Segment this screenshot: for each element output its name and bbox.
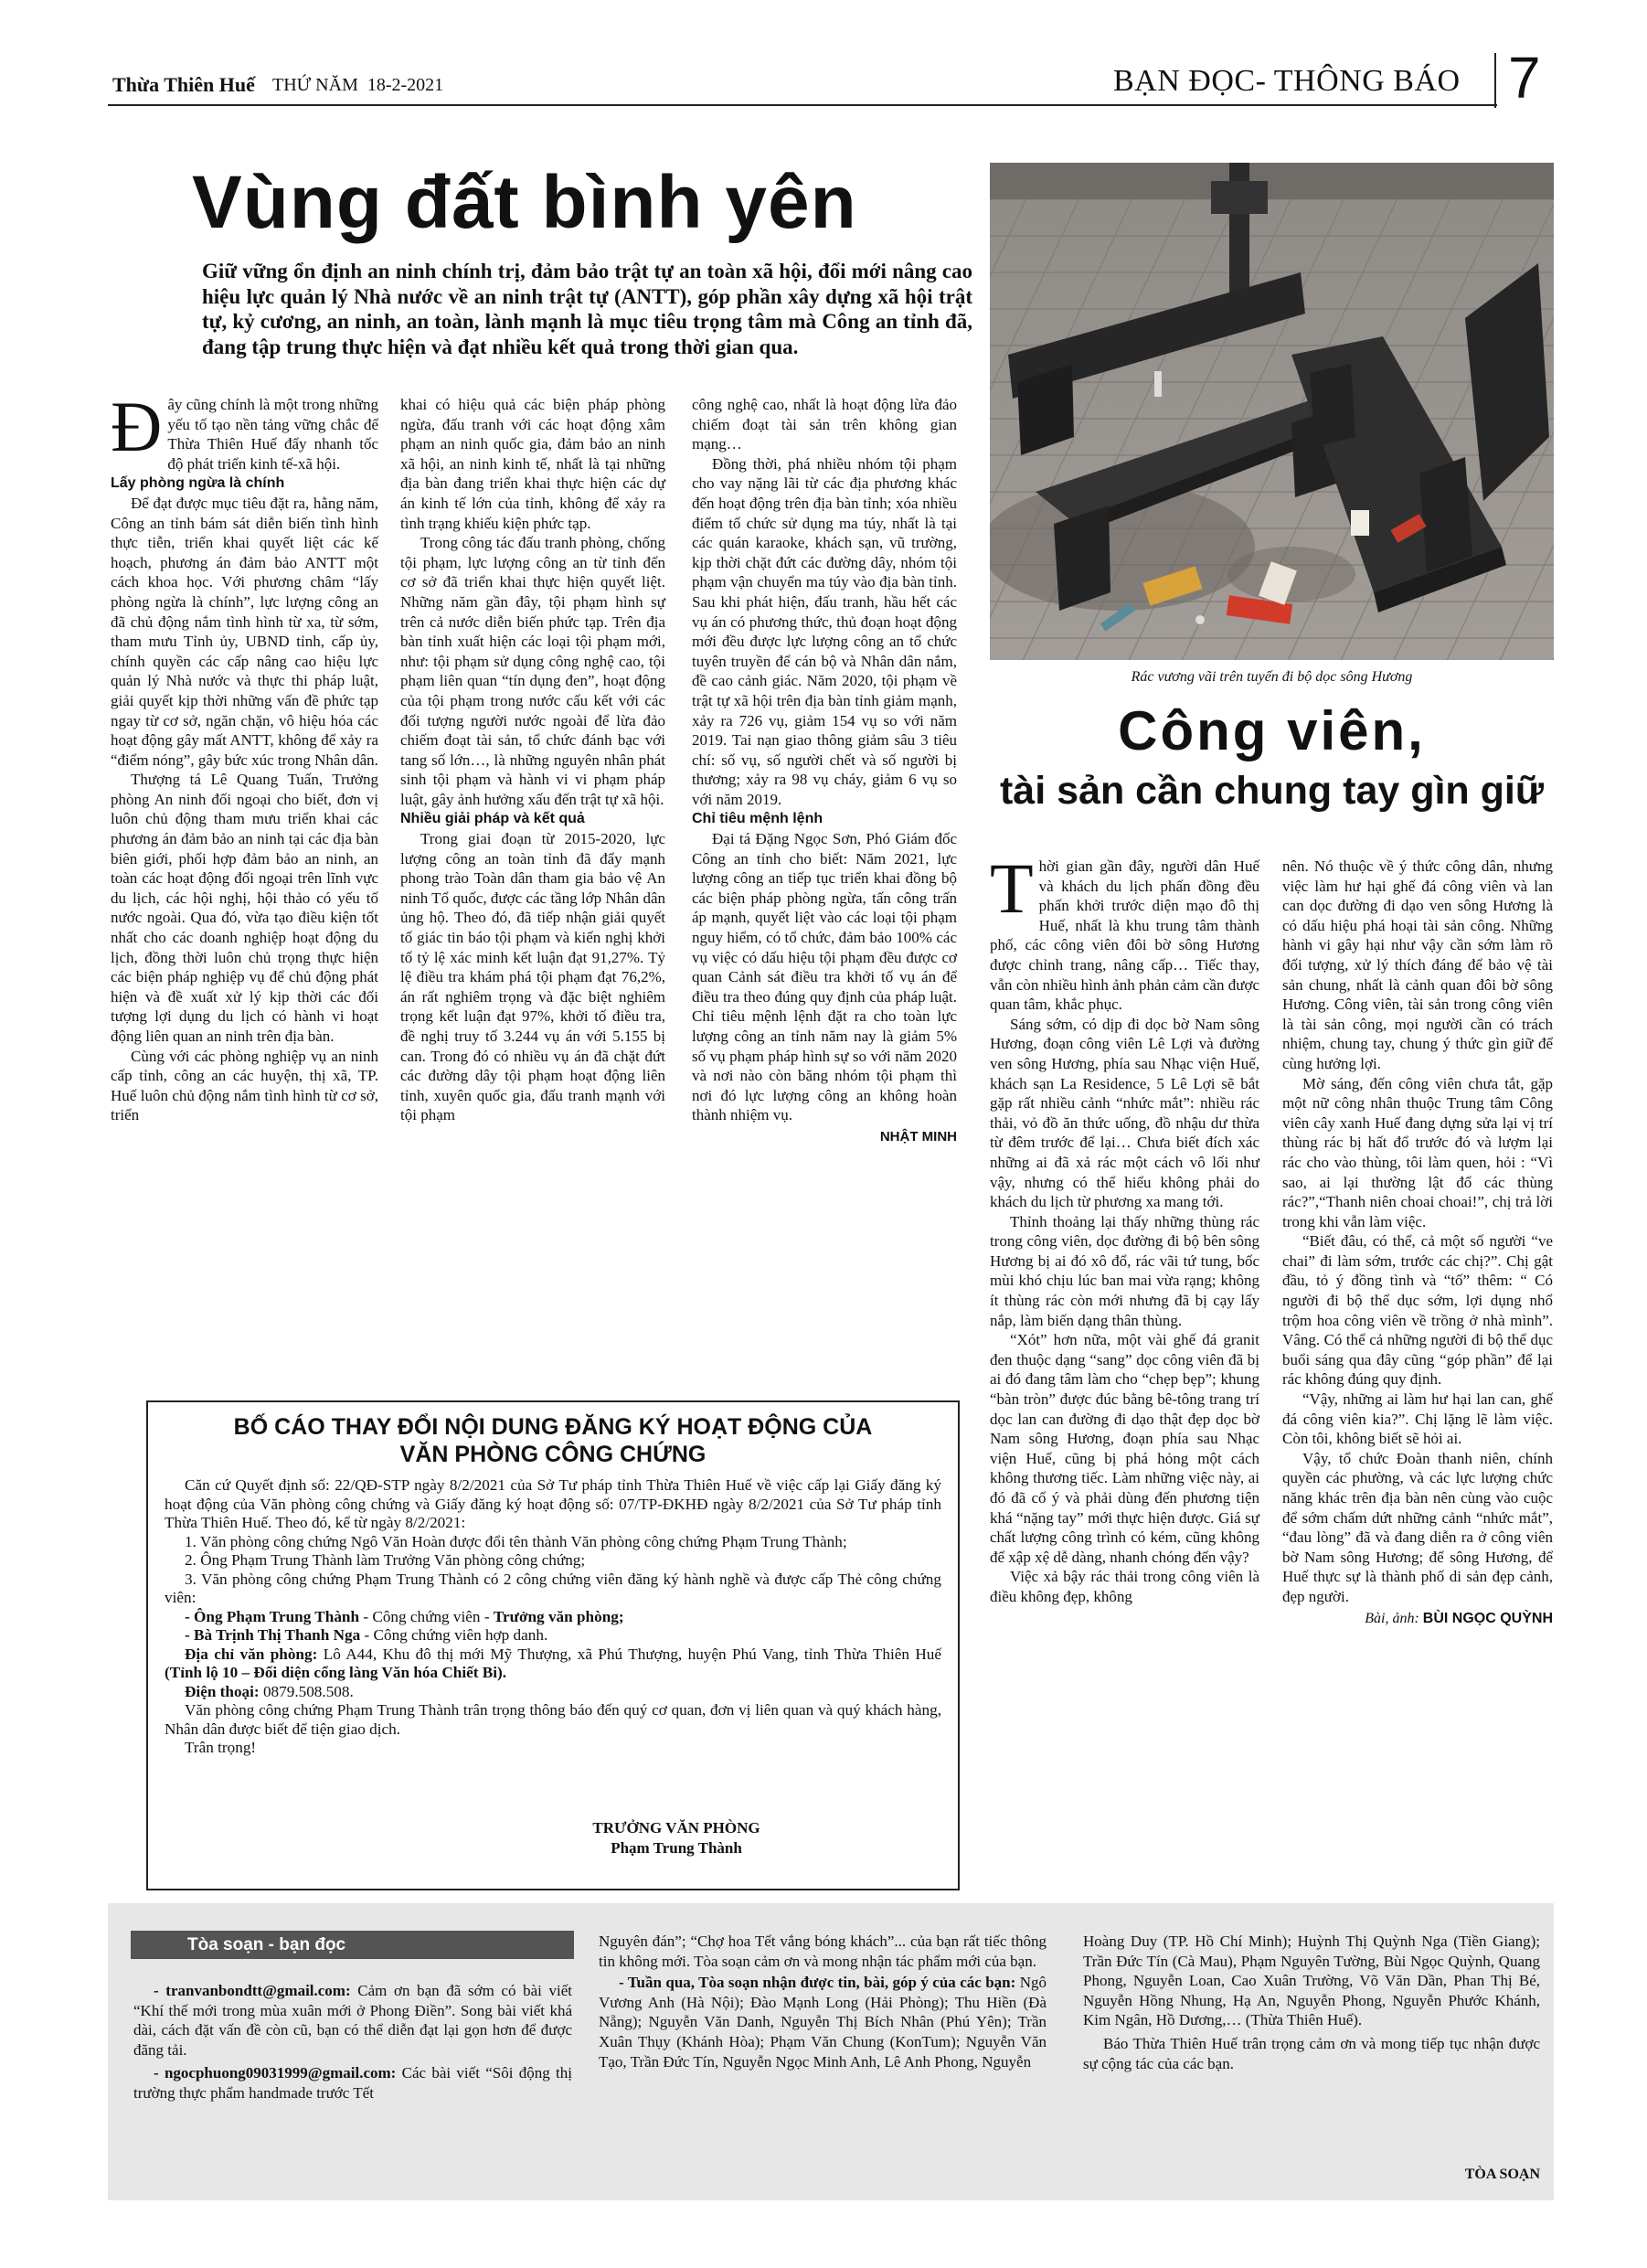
article1-paragraph: Trong công tác đấu tranh phòng, chống tội phạm, lực lượng công an từ tỉnh đến cơ sở đã triển khai thực hiện quyết liệt. Những năm gần đây, tội phạm hình sự trên cả nước diễn biến phức tạp. Trên địa bàn tỉnh xuất hiện các loại tội phạm mới, như: tội phạm sử dụng công nghệ cao, tội phạm liên quan “tín dụng đen”, hoạt động của tội phạm trong nước cấu kết với các đối tượng người nước ngoài để lừa đảo chiếm đoạt tài sản, tổ chức đánh bạc với tang số lớn…, là những nguyên nhân phát sinh tội phạm và hành vi vi phạm pháp luật, gây ảnh hưởng xấu đến trật tự xã hội.	[400, 534, 665, 808]
article1-paragraph: ây cũng chính là một trong những yếu tố tạo nền tảng vững chắc để Thừa Thiên Huế đẩy nhanh tốc độ phát triển kinh tế-xã hội.	[167, 396, 378, 473]
article1-paragraph: Cùng với các phòng nghiệp vụ an ninh cấp tỉnh, công an các huyện, thị xã, TP. Huế luôn chủ động nắm tình hình từ cơ sở, triển	[111, 1047, 378, 1124]
notice-sign-name: Phạm Trung Thành	[611, 1839, 742, 1857]
mailbox-column-3	[1083, 1932, 1540, 2073]
mailbox-heading-text: Tòa soạn - bạn đọc	[187, 1935, 346, 1954]
notice-subitem: - Bà Trịnh Thị Thanh Nga - Công chứng viên hợp danh.	[185, 1626, 548, 1644]
article1-paragraph: Thượng tá Lê Quang Tuấn, Trưởng phòng An ninh đối ngoại cho biết, đơn vị luôn chủ động tham mưu triển khai các phương án đảm bảo an ninh tại các địa bàn biên giới, phối hợp đảm bảo an ninh, an toàn các hoạt động đối ngoại trên lĩnh vực du lịch, các hội nghị, hội thảo có yếu tố nước ngoài. Qua đó, vừa tạo điều kiện tốt nhất cho các doanh nghiệp hoạt động du lịch, đồng thời luôn chủ trọng thực hiện các biện pháp nghiệp vụ để chủ động phát hiện và đề xuất xử lý kịp thời các đối tượng lợi dụng du lịch có hành vi hoạt động liên quan an ninh trên địa bàn.	[111, 771, 378, 1045]
article2-column-2	[1282, 857, 1553, 1628]
mailbox-contributors: Hoàng Duy (TP. Hồ Chí Minh); Huỳnh Thị Quỳnh Nga (Tiền Giang); Trần Đức Tín (Cà Mau), Phạm Nguyên Tường, Bùi Ngọc Quỳnh, Quang Phong, Nguyễn Loan, Cao Xuân Trường, Võ Văn Dần, Phan Thị Bé, Nguyễn Hồng Nhung, Hạ An, Nguyễn Phong, Nguyễn Phước Khánh, Kim Ngân, Hồ Dương,… (Thừa Thiên Huế).	[1083, 1933, 1540, 2029]
article2-paragraph: Mờ sáng, đến công viên chưa tắt, gặp một nữ công nhân thuộc Trung tâm Công viên cây xanh Huế đang dựng sửa lại vị trí thùng rác bị hất đổ trước đó và lượm lại rác cho vào thùng, tôi làm quen, hỏi : “Vì sao, ai lại thường lật đổ các thùng rác?”,“Thanh niên choai choai!”, chị trả lời trong khi vẫn làm việc.	[1282, 1074, 1553, 1230]
article1-subheading: Lấy phòng ngừa là chính	[111, 475, 285, 492]
article2-byline	[1282, 1609, 1553, 1629]
page-number: 7	[1508, 45, 1541, 111]
article1-paragraph: Để đạt được mục tiêu đặt ra, hằng năm, Công an tỉnh bám sát diễn biến tình hình thực tiễn, triển khai quyết liệt các kế hoạch, phương án đảm bảo ANTT một cách khoa học. Với phương châm “lấy phòng ngừa là chính”, lực lượng công an đã chủ động nắm tình hình từ xa, từ sớm, tham mưu Tỉnh ủy, UBND tỉnh, cấp ủy, chính quyền các cấp nâng cao hiệu lực quản lý Nhà nước và thực thi pháp luật, giải quyết kịp thời những vấn đề phức tạp ngay từ cơ sở, ngăn chặn, vô hiệu hóa các hoạt động gây mất ANTT, không để xảy ra “điểm nóng”, gây bức xúc trong Nhân dân.	[111, 494, 378, 769]
notice-item: 2. Ông Phạm Trung Thành làm Trưởng Văn phòng công chứng;	[185, 1551, 586, 1569]
article2-paragraph: Việc xả bậy rác thải trong công viên là điều không đẹp, không	[990, 1568, 1259, 1605]
mailbox-reply: - tranvanbondtt@gmail.com: Cảm ơn bạn đã sớm có bài viết “Khí thế mới trong mùa xuân mới ở Phong Điền”. Song bài viết khá dài, cách đặt vấn đề còn cũ, bạn có thể diễn đạt lại gọn hơn để được đăng tải.	[133, 1982, 572, 2059]
article1-byline: NHẬT MINH	[879, 1128, 957, 1145]
notice-title-line2: VĂN PHÒNG CÔNG CHỨNG	[399, 1442, 707, 1467]
notice-title-line1: BỐ CÁO THAY ĐỔI NỘI DUNG ĐĂNG KÝ HOẠT ĐỘNG CỦA	[233, 1414, 873, 1440]
article1-subheading: Chỉ tiêu mệnh lệnh	[692, 811, 824, 827]
notice-body	[165, 1476, 941, 1758]
article2-paragraph: “Vậy, những ai làm hư hại lan can, ghế đá công viên kia?”. Chị lặng lẽ làm việc. Còn tôi, không biết sẽ hỏi ai.	[1282, 1390, 1553, 1448]
article2-dropcap: T	[990, 848, 1034, 928]
mailbox-reply: Nguyên đán”; “Chợ hoa Tết vắng bóng khách”... của bạn rất tiếc thông tin không mới. Tòa soạn cảm ơn và mong nhận tác phẩm mới của bạn.	[599, 1933, 1047, 1970]
article2-title-line2: tài sản cần chung tay gìn giữ	[999, 769, 1544, 813]
mailbox-column-2	[599, 1932, 1047, 2071]
byline-name: BÙI NGỌC QUỲNH	[1422, 1610, 1553, 1626]
mailbox-contributors: - Tuần qua, Tòa soạn nhận được tin, bài, góp ý của các bạn: Ngô Vương Anh (Hà Nội); Đào Mạnh Long (Hải Phòng); Thu Hiền (Đà Nẵng); Nguyễn Văn Danh, Nguyễn Thị Bích Nhân (Phú Yên); Trần Xuân Thụy (Khánh Hòa); Phạm Văn Chung (KonTum); Nguyễn Văn Tạo, Trần Đức Tín, Nguyễn Ngọc Minh Anh, Lê Anh Phong, Nguyễn	[599, 1974, 1047, 2071]
mailbox-heading	[131, 1931, 574, 1959]
notice-item: 3. Văn phòng công chứng Phạm Trung Thành có 2 công chứng viên đăng ký hành nghề và được cấp Thẻ công chứng viên:	[165, 1570, 941, 1606]
notice-sign-title: TRƯỞNG VĂN PHÒNG	[592, 1819, 760, 1837]
header-divider	[1494, 53, 1496, 108]
article1-column-2	[400, 395, 665, 1125]
notice-item: 1. Văn phòng công chứng Ngô Văn Hoàn được đổi tên thành Văn phòng công chứng Phạm Trung Thành;	[185, 1532, 847, 1550]
article1-paragraph: công nghệ cao, nhất là hoạt động lừa đảo chiếm đoạt tài sản trên không gian mạng…	[692, 396, 957, 453]
article1-column-3	[692, 395, 957, 1147]
article1-lead: Giữ vững ổn định an ninh chính trị, đảm bảo trật tự an toàn xã hội, đổi mới nâng cao hiệu lực quản lý Nhà nước về an ninh trật tự (ANTT), góp phần xây dựng xã hội trật tự, kỷ cương, an ninh, an toàn, lành mạnh là mục tiêu trọng tâm mà Công an tỉnh đã, đang tập trung thực hiện và đạt nhiều kết quả trong thời gian qua.	[202, 260, 972, 358]
mailbox-reply: - ngocphuong09031999@gmail.com: Các bài viết “Sôi động thị trường thực phẩm handmade trước Tết	[133, 2064, 572, 2102]
notice-address: Địa chỉ văn phòng: Lô A44, Khu đô thị mới Mỹ Thượng, xã Phú Thượng, huyện Phú Vang, tỉnh Thừa Thiên Huế (Tỉnh lộ 10 – Đối diện cổng làng Văn hóa Chiết Bi).	[165, 1645, 942, 1681]
article1-dropcap: Đ	[111, 387, 163, 466]
article1-paragraph: khai có hiệu quả các biện pháp phòng ngừa, đấu tranh với các hoạt động xâm phạm an ninh quốc gia, đảm bảo an ninh xã hội, an ninh kinh tế, nhất là tại những địa bàn đang triển khai thực hiện các dự án kinh tế lớn của tỉnh, không để xảy ra tình trạng khiếu kiện phức tạp.	[400, 396, 665, 532]
mailbox-sign: TÒA SOẠN	[1464, 2167, 1540, 2182]
article1-title: Vùng đất bình yên	[192, 161, 857, 244]
mailbox-thanks: Báo Thừa Thiên Huế trân trọng cảm ơn và mong tiếp tục nhận được sự cộng tác của các bạn.	[1083, 2034, 1540, 2072]
park-bench-photo	[990, 163, 1554, 660]
notice-phone: Điện thoại: 0879.508.508.	[185, 1682, 354, 1700]
masthead-date: THỨ NĂM 18-2-2021	[272, 75, 444, 95]
article2-column-1	[990, 848, 1259, 1607]
section-title: BẠN ĐỌC- THÔNG BÁO	[1113, 64, 1461, 98]
article2-paragraph: Sáng sớm, có dịp đi dọc bờ Nam sông Hương, đoạn công viên Lê Lợi và đường ven sông Hương, phía sau Nhạc viện Huế, khách sạn La Residence, 5 Lê Lợi sẽ bắt gặp rất nhiều cảnh “nhức mắt”: nhiều rác thải, vỏ đồ ăn thức uống, đồ nhậu dư thừa từ đêm trước để lại… Chưa biết đích xác những ai đã xả rác một cách vô lối như vậy, nhưng có thể hiểu không phải do khách du lịch từ phương xa mang tới.	[990, 1015, 1259, 1211]
article1-paragraph: Đại tá Đặng Ngọc Sơn, Phó Giám đốc Công an tỉnh cho biết: Năm 2021, lực lượng công an tiếp tục triển khai đồng bộ các biện pháp phòng ngừa, tấn công trấn áp mạnh, quyết liệt vào các loại tội phạm nguy hiểm, có tổ chức, đảm bảo 100% các vụ việc có dấu hiệu tội phạm đều được cơ quan Cảnh sát điều tra khởi tố vụ án để điều tra theo đúng quy định của pháp luật. Chỉ tiêu mệnh lệnh đặt ra cho toàn lực lượng công an tỉnh năm nay là giảm 5% số vụ phạm pháp hình sự so với năm 2020 và nơi nào còn băng nhóm tội phạm thì nơi đó lực lượng công an không hoàn thành nhiệm vụ.	[692, 830, 957, 1124]
article2-paragraph: Thỉnh thoảng lại thấy những thùng rác trong công viên, dọc đường đi bộ bên sông Hương bị ai đó xô đổ, rác vãi tứ tung, bốc mùi khó chịu lúc ban mai vừa rạng; không ít thùng rác còn mới nhưng đã bị cạy lấy nắp, làm biến dạng thân thùng.	[990, 1212, 1259, 1329]
article2-paragraph: Vậy, tổ chức Đoàn thanh niên, chính quyền các phường, và các lực lượng chức năng khác trên địa bàn nên cùng vào cuộc để sớm chấm dứt những cảnh “nhức mắt”, “đau lòng” đã và đang diễn ra ở công viên bờ Nam sông Hương; để sông Hương, để Huế thực sự là thành phố di sản đẹp cảnh, đẹp người.	[1282, 1449, 1553, 1605]
mailbox-column-1	[133, 1981, 572, 2103]
article1-paragraph: Đồng thời, phá nhiều nhóm tội phạm cho vay nặng lãi từ các địa phương khác đến hoạt động trên địa bàn tỉnh; xóa nhiều điểm tổ chức sử dụng ma túy, nhất là tại các quán karaoke, khách sạn, vũ trường, kịp thời chặt đứt các đường dây, nhóm tội phạm vận chuyển ma túy vào địa bàn tỉnh. Sau khi phát hiện, đấu tranh, hầu hết các vụ án có phương thức, thủ đoạn hoạt động mới đều được lực lượng công an tổ chức tuyên truyền để cán bộ và Nhân dân nắm, đề cao cảnh giác. Năm 2020, tội phạm về trật tự xã hội trên địa bàn tỉnh giảm mạnh, xảy ra 726 vụ, giảm 154 vụ so với năm 2019. Tai nạn giao thông giảm sâu 3 tiêu chí: số vụ, số người chết và số người bị thương; xảy ra 98 vụ cháy, giảm 6 vụ so với năm 2019.	[692, 454, 957, 808]
article2-title-line1: Công viên,	[1118, 700, 1426, 761]
photo-caption: Rác vương vãi trên tuyến đi bộ dọc sông Hương	[1131, 669, 1413, 685]
article1-column-1	[111, 387, 378, 1125]
article2-paragraph: nên. Nó thuộc về ý thức công dân, nhưng việc làm hư hại ghế đá công viên và lan can dọc đường đi dạo ven sông Hương là có dấu hiệu phá hoại tài sản công. Những hành vi gây hại như vậy cần sớm làm rõ đối tượng, xử lý thích đáng để bảo vệ tài sản chung, nhất là cảnh quan đôi bờ sông Hương. Công viên, tài sản trong công viên là tài sản công, mọi người cần có trách nhiệm, chung tay, chung ý thức gìn giữ để cùng hưởng lợi.	[1282, 857, 1553, 1072]
article1-subheading: Nhiều giải pháp và kết quả	[400, 811, 585, 827]
masthead-paper-name: Thừa Thiên Huế	[112, 73, 255, 96]
byline-prefix: Bài, ảnh:	[1365, 1610, 1419, 1626]
notice-intro: Căn cứ Quyết định số: 22/QĐ-STP ngày 8/2/2021 của Sở Tư pháp tỉnh Thừa Thiên Huế về việc cấp lại Giấy đăng ký hoạt động của Văn phòng công chứng và Giấy đăng ký hoạt động số: 07/TP-ĐKHĐ ngày 8/2/2021 của Sở Tư pháp tỉnh Thừa Thiên Huế. Theo đó, kể từ ngày 8/2/2021:	[165, 1476, 941, 1531]
notice-regards: Trân trọng!	[185, 1739, 257, 1756]
article2-paragraph: hời gian gần đây, người dân Huế và khách du lịch phấn đồng đều phấn khởi trước diện mạo đô thị Huế, nhất là khu trung tâm thành phố, các công viên đôi bờ sông Hương được chỉnh trang, nâng cấp… Tiếc thay, vẫn còn nhiều hình ảnh phản cảm cần được quan tâm, khắc phục.	[990, 857, 1259, 1014]
article2-paragraph: “Biết đâu, có thể, cả một số người “ve chai” đi làm sớm, trước các chị?”. Chị gật đầu, tỏ ý đồng tình và “tố” thêm: “ Có người đi bộ thể dục sớm, lợi dụng nhổ trộm hoa công viên về trồng ở nhà mình”. Vâng. Có thể cả những người đi bộ thể dục buổi sáng qua đây cũng “góp phần” để lại rác không đúng quy định.	[1282, 1232, 1553, 1389]
header-rule	[108, 104, 1497, 106]
article2-paragraph: “Xót” hơn nữa, một vài ghế đá granit đen thuộc dạng “sang” dọc công viên đã bị ai đó đang tâm làm cho “chẹp bẹp”; khung “bàn tròn” được đúc bằng bê-tông trang trí dọc lan can đường đi dạo thật đẹp dọc bờ Nam sông Hương, đoạn phía sau Nhạc viện Huế, cũng bị phá hỏng một cách không thương tiếc. Làm những việc này, ai đó đã cố ý và phải dùng đến phương tiện khá “nặng tay” mới thực hiện được. Giá sự chất lượng công trình có kém, cũng không để xập xệ dễ dàng, nhanh chóng đến vậy?	[990, 1331, 1259, 1566]
notice-closing: Văn phòng công chứng Phạm Trung Thành trân trọng thông báo đến quý cơ quan, đơn vị liên quan và quý khách hàng, Nhân dân được biết để tiện giao dịch.	[165, 1701, 941, 1738]
article1-paragraph: Trong giai đoạn từ 2015-2020, lực lượng công an toàn tỉnh đã đẩy mạnh phong trào Toàn dân tham gia bảo vệ An ninh Tổ quốc, được các tầng lớp Nhân dân ủng hộ. Theo đó, đã tiếp nhận giải quyết tố giác tin báo tội phạm và kiến nghị khởi tố tỷ lệ xác minh kết luận đạt 91,27%. Tỷ lệ điều tra khám phá tội phạm đạt 76,2%, án rất nghiêm trọng và đặc biệt nghiêm trọng kết luận đạt 97%, khởi tố điều tra, đề nghị truy tố 3.244 vụ án với 5.155 bị can. Trong đó có nhiều vụ án đã chặt đứt các đường dây tội phạm hoạt động liên tỉnh, xuyên quốc gia, đấu tranh mạnh với tội phạm	[400, 830, 665, 1124]
notice-subitem: - Ông Phạm Trung Thành - Công chứng viên - Trưởng văn phòng;	[185, 1607, 624, 1625]
